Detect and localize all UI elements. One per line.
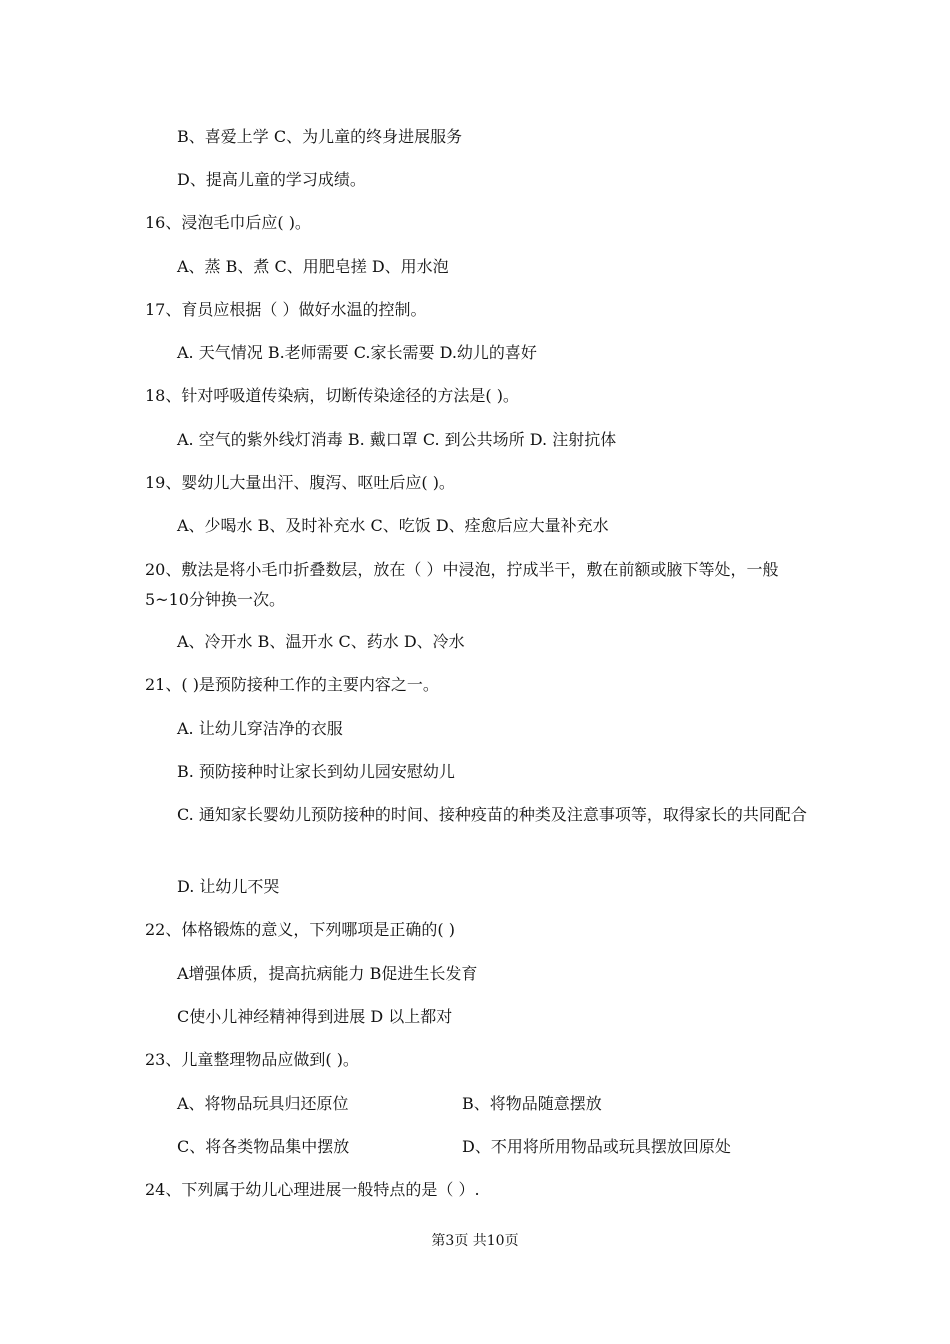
question-18: 18、针对呼吸道传染病，切断传染途径的方法是( )。 (145, 386, 519, 405)
question-17: 17、育员应根据（ ）做好水温的控制。 (145, 300, 427, 319)
options-22-ab: A增强体质，提高抗病能力 B促进生长发育 (177, 964, 478, 983)
options-18: A. 空气的紫外线灯消毒 B. 戴口罩 C. 到公共场所 D. 注射抗体 (177, 430, 617, 449)
text-line: B、喜爱上学 C、为儿童的终身进展服务 (177, 127, 463, 146)
options-20: A、冷开水 B、温开水 C、药水 D、冷水 (177, 632, 465, 651)
options-16: A、蒸 B、煮 C、用肥皂搓 D、用水泡 (177, 257, 449, 276)
question-19: 19、婴幼儿大量出汗、腹泻、呕吐后应( )。 (145, 473, 455, 492)
option-23-d: D、不用将所用物品或玩具摆放回原处 (462, 1137, 731, 1156)
option-21-c: C. 通知家长婴幼儿预防接种的时间、接种疫苗的种类及注意事项等，取得家长的共同配合 (177, 805, 807, 824)
text-line: D、提高儿童的学习成绩。 (177, 170, 366, 189)
page-footer: 第3页 共10页 (431, 1233, 519, 1249)
question-20: 20、敷法是将小毛巾折叠数层，放在（ ）中浸泡，拧成半干，敷在前额或腋下等处，一般5~10分钟换一次。 (145, 560, 779, 609)
option-21-d: D. 让幼儿不哭 (177, 877, 280, 896)
question-21: 21、( )是预防接种工作的主要内容之一。 (145, 675, 439, 694)
option-21-b: B. 预防接种时让家长到幼儿园安慰幼儿 (177, 762, 455, 781)
question-16: 16、浸泡毛巾后应( )。 (145, 213, 311, 232)
question-24: 24、下列属于幼儿心理进展一般特点的是（ ）. (145, 1180, 480, 1199)
question-22: 22、体格锻炼的意义，下列哪项是正确的( ) (145, 920, 455, 939)
option-21-a: A. 让幼儿穿洁净的衣服 (177, 719, 343, 738)
options-17: A. 天气情况 B.老师需要 C.家长需要 D.幼儿的喜好 (177, 343, 537, 362)
option-23-c: C、将各类物品集中摆放 (177, 1137, 350, 1156)
question-23: 23、儿童整理物品应做到( )。 (145, 1050, 359, 1069)
option-23-b: B、将物品随意摆放 (462, 1094, 602, 1113)
options-22-cd: C使小儿神经精神得到进展 D 以上都对 (177, 1007, 453, 1026)
options-19: A、少喝水 B、及时补充水 C、吃饭 D、痊愈后应大量补充水 (177, 516, 609, 535)
option-23-a: A、将物品玩具归还原位 (177, 1094, 349, 1113)
